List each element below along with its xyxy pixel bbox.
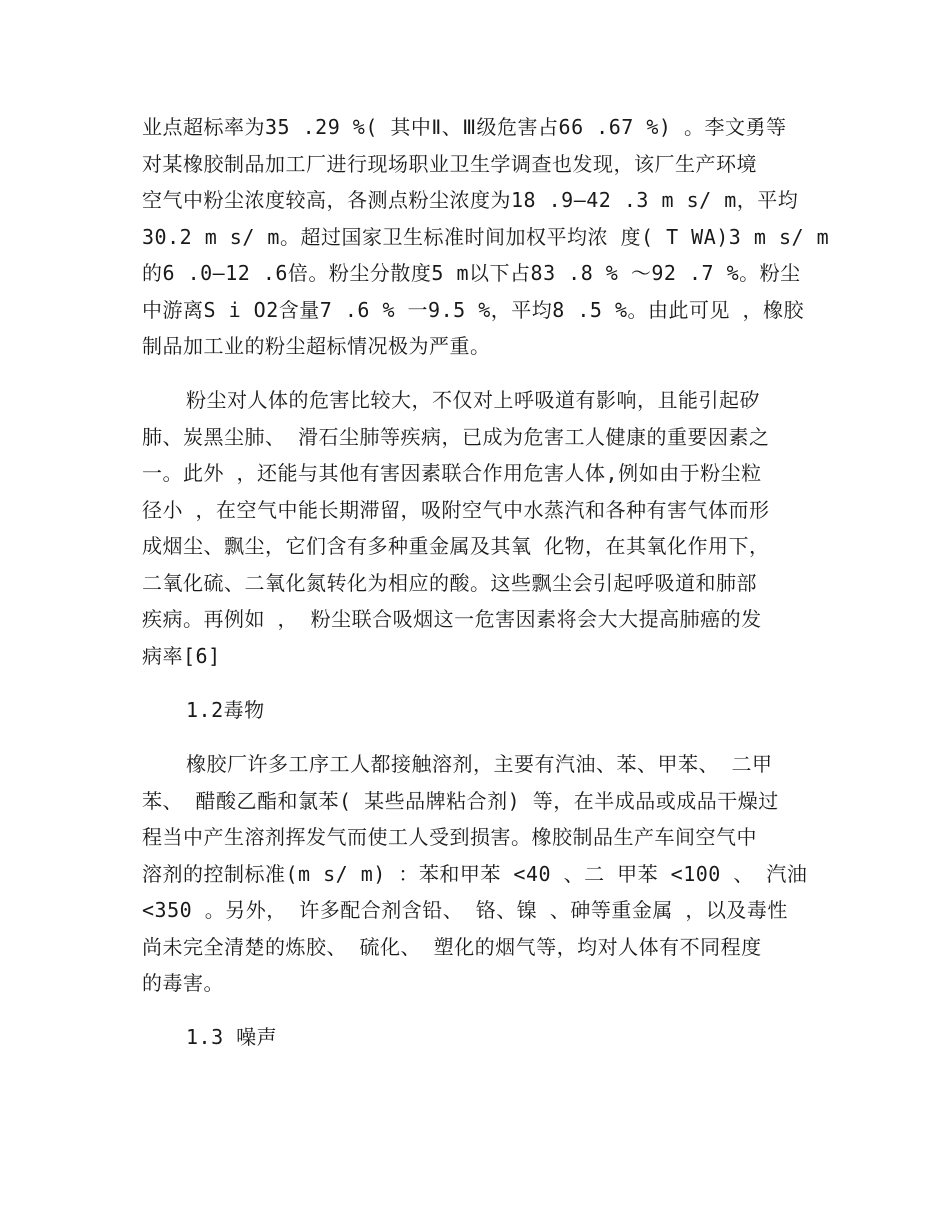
text-line: 对某橡胶制品加工厂进行现场职业卫生学调查也发现，该厂生产环境 bbox=[142, 152, 757, 176]
text-line: 一。此外 ，还能与其他有害因素联合作用危害人体,例如由于粉尘粒 bbox=[142, 461, 762, 485]
text-line: 径小 ，在空气中能长期滞留，吸附空气中水蒸汽和各种有害气体而形 bbox=[142, 498, 770, 522]
text-line: 中游离S i O2含量7 .6 % 一9.5 %，平均8 .5 %。由此可见 ，橡胶 bbox=[142, 298, 805, 322]
text-line: 溶剂的控制标准(m s/ m) ：苯和甲苯 <40 、二 甲苯 <100 、 汽油 bbox=[142, 862, 808, 886]
text-line: 肺、炭黑尘肺、 滑石尘肺等疾病，已成为危害工人健康的重要因素之 bbox=[142, 425, 770, 449]
text-line: 成烟尘、飘尘，它们含有多种重金属及其氧 化物，在其氧化作用下， bbox=[142, 534, 770, 558]
text-line: 空气中粉尘浓度较高，各测点粉尘浓度为18 .9—42 .3 m s/ m，平均 bbox=[142, 188, 799, 212]
section-heading-noise: 1.3 噪声 bbox=[186, 1025, 278, 1049]
text-line: 的6 .0—12 .6倍。粉尘分散度5 m以下占83 .8 % ～92 .7 %。粉尘 bbox=[142, 261, 801, 285]
text-line: 尚未完全清楚的炼胶、 硫化、 塑化的烟气等，均对人体有不同程度 bbox=[142, 935, 762, 959]
text-line: 的毒害。 bbox=[142, 971, 224, 995]
text-line: 疾病。再例如 ， 粉尘联合吸烟这一危害因素将会大大提高肺癌的发 bbox=[142, 607, 762, 631]
text-line: 30.2 m s/ m。超过国家卫生标准时间加权平均浓 度( T WA)3 m s/ m bbox=[142, 225, 830, 249]
text-line: 橡胶厂许多工序工人都接触溶剂，主要有汽油、苯、甲苯、 二甲 bbox=[186, 752, 773, 776]
section-heading-toxins: 1.2毒物 bbox=[186, 698, 265, 722]
text-line: 病率[6] bbox=[142, 644, 221, 668]
text-line: 程当中产生溶剂挥发气而使工人受到损害。橡胶制品生产车间空气中 bbox=[142, 825, 757, 849]
text-line: 二氧化硫、二氧化氮转化为相应的酸。这些飘尘会引起呼吸道和肺部 bbox=[142, 571, 757, 595]
text-line: 粉尘对人体的危害比较大，不仅对上呼吸道有影响，且能引起矽 bbox=[186, 388, 760, 412]
text-line: 业点超标率为35 .29 %( 其中Ⅱ、Ⅲ级危害占66 .67 %) 。李文勇等 bbox=[142, 115, 787, 139]
text-line: 苯、 醋酸乙酯和氯苯( 某些品牌粘合剂) 等，在半成品或成品干燥过 bbox=[142, 789, 779, 813]
text-line: 制品加工业的粉尘超标情况极为严重。 bbox=[142, 334, 491, 358]
text-line: <350 。另外， 许多配合剂含铅、 铬、镍 、砷等重金属 ，以及毒性 bbox=[142, 898, 788, 922]
